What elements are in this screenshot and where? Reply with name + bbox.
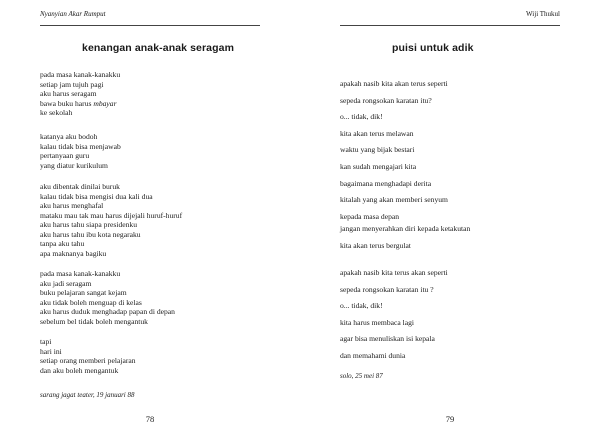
poem-line: aku harus seragam: [40, 89, 97, 98]
stanza-2: [340, 221, 470, 254]
poem-line: agar bisa menuliskan isi kepala: [340, 334, 435, 344]
header-rule-right: [340, 25, 560, 26]
running-head-left: Nyanyian Akar Rumput: [40, 10, 106, 18]
right-page: [300, 0, 600, 444]
header-rule-left: [40, 25, 260, 26]
poem-line: buku pelajaran sangat kejam: [40, 288, 127, 297]
poem-line: kita harus membaca lagi: [340, 317, 415, 327]
poem-line: o... tidak, dik!: [340, 112, 383, 122]
poem-line: yang diatur kurikulum: [40, 160, 108, 170]
stanza-2: [40, 132, 121, 170]
poem-line: kita akan terus melawan: [340, 128, 414, 138]
poem-line: sepeda rongsokan karatan itu ?: [340, 284, 434, 294]
stanza-3: [340, 265, 448, 365]
poem-title-left: kenangan anak-anak seragam: [82, 42, 235, 54]
poem-line: waktu yang bijak bestari: [340, 145, 415, 155]
poem-line: o... tidak, dik!: [340, 301, 383, 311]
poem-line: apakah nasib kita terus akan seperti: [340, 268, 448, 277]
stanza-1: [40, 70, 120, 118]
poem-line: [40, 99, 120, 109]
poem-line: kita akan terus bergulat: [340, 240, 411, 250]
poem-line: aku harus duduk menghadap papan di depan: [40, 307, 175, 316]
italic-word: mbayar: [93, 98, 117, 108]
poem-line: aku harus tahu ibu kota negaraku: [40, 229, 141, 239]
poem-line: bagaimana menghadapi derita: [340, 178, 432, 188]
poem-line: setiap orang memberi pelajaran: [40, 356, 136, 365]
poem-line: kan sudah mengajari kita: [340, 161, 417, 171]
poem-line: tanpa aku tahu: [40, 239, 85, 248]
stanza-4: [40, 269, 175, 326]
page-number-right: 79: [445, 414, 455, 424]
poem-line: mataku mau tak mau harus dijejali huruf-huruf: [40, 210, 183, 220]
poem-line: hari ini: [40, 346, 62, 356]
poem-line: jangan menyerahkan diri kepada ketakutan: [340, 224, 471, 233]
signoff-right: solo, 25 mei 87: [340, 372, 383, 380]
poem-line: kalau tidak bisa mengisi dua kali dua: [40, 191, 153, 201]
poem-line: aku dibentak dinilai buruk: [40, 182, 120, 191]
running-head-right: Wiji Thukul: [525, 10, 560, 18]
poem-line: pada masa kanak-kanakku: [40, 70, 121, 79]
poem-line: pertanyaan guru: [40, 151, 90, 160]
stanza-1: [340, 76, 448, 225]
poem-line: dan aku boleh mengantuk: [40, 365, 119, 375]
poem-line: kepada masa depan: [340, 211, 400, 221]
page-number-left: 78: [145, 414, 155, 424]
poem-line: apakah nasib kita akan terus seperti: [340, 79, 448, 88]
poem-title-right: puisi untuk adik: [392, 42, 474, 54]
stanza-3: [40, 182, 182, 258]
poem-line: pada masa kanak-kanakku: [40, 269, 121, 278]
poem-line: ke sekolah: [40, 108, 73, 117]
poem-line: aku harus menghafal: [40, 201, 104, 210]
poem-line: apa maknanya bagiku: [40, 248, 107, 258]
poem-line: kitalah yang akan memberi senyum: [340, 195, 448, 205]
poem-line: katanya aku bodoh: [40, 132, 98, 141]
poem-line: aku jadi seragam: [40, 278, 92, 288]
poem-line: aku tidak boleh menguap di kelas: [40, 297, 142, 307]
signoff-left: sarang jagat teater, 19 januari 88: [40, 391, 135, 399]
poem-line: kalau tidak bisa menjawab: [40, 141, 121, 151]
poem-line-text: bawa buku harus: [40, 98, 94, 108]
stanza-5: [40, 337, 136, 375]
poem-line: setiap jam tujuh pagi: [40, 79, 104, 89]
poem-line: sepeda rongsokan karatan itu?: [340, 95, 432, 105]
poem-line: dan memahami dunia: [340, 350, 406, 360]
poem-line: aku harus tahu siapa presidenku: [40, 220, 138, 229]
poem-line: tapi: [40, 337, 52, 346]
poem-line: sebelum bel tidak boleh mengantuk: [40, 316, 148, 326]
